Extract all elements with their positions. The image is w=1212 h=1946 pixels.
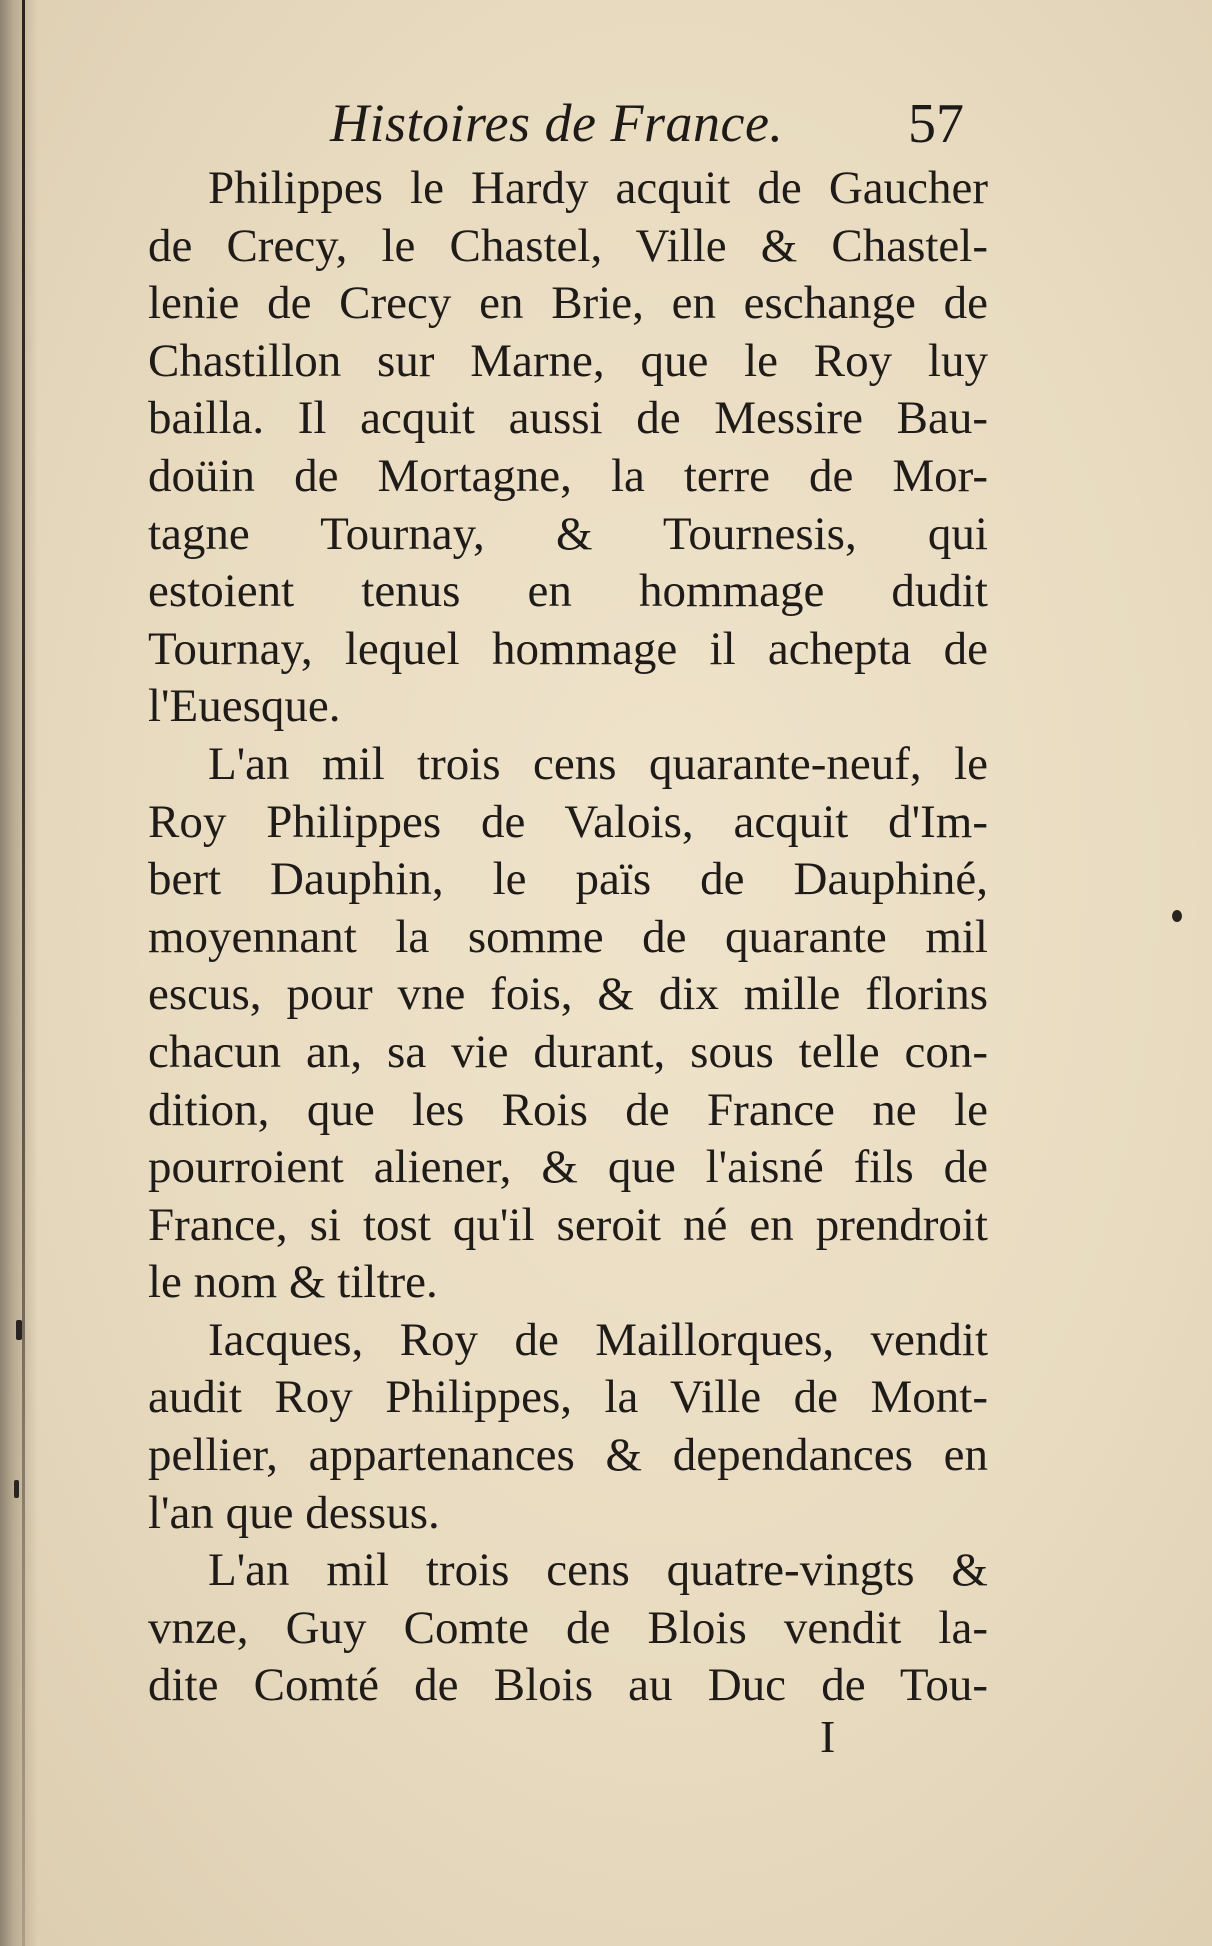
signature-mark: I: [820, 1711, 836, 1762]
text-line: vnze, Guy Comte de Blois vendit la-: [148, 1601, 988, 1654]
text-line: Iacques, Roy de Maillorques, vendit: [208, 1313, 988, 1366]
page-number: 57: [908, 93, 964, 155]
text-line: dition, que les Rois de France ne le: [148, 1083, 988, 1136]
text-line: le nom & tiltre.: [148, 1256, 438, 1309]
text-line: doüin de Mortagne, la terre de Mor-: [148, 449, 988, 502]
text-line: lenie de Crecy en Brie, en eschange de: [148, 277, 988, 330]
text-line: de Crecy, le Chastel, Ville & Chastel-: [148, 219, 988, 272]
text-line: estoient tenus en hommage dudit: [148, 565, 988, 618]
text-line: moyennant la somme de quarante mil: [148, 910, 988, 963]
text-line: bert Dauphin, le païs de Dauphiné,: [148, 853, 988, 906]
text-line: pourroient aliener, & que l'aisné fils de: [148, 1141, 988, 1194]
text-line: bailla. Il acquit aussi de Messire Bau-: [148, 392, 988, 445]
text-line: tagne Tournay, & Tournesis, qui: [148, 507, 988, 560]
text-line: pellier, appartenances & dependances en: [148, 1429, 988, 1482]
text-line: Roy Philippes de Valois, acquit d'Im-: [148, 795, 988, 848]
text-line: L'an mil trois cens quarante-neuf, le: [208, 737, 988, 790]
text-line: Chastillon sur Marne, que le Roy luy: [148, 334, 988, 387]
text-line: chacun an, sa vie durant, sous telle con-: [148, 1025, 988, 1078]
text-line: l'an que dessus.: [148, 1486, 440, 1539]
text-line: Tournay, lequel hommage il achepta de: [148, 622, 988, 675]
text-line: France, si tost qu'il seroit né en prendroit: [148, 1198, 988, 1251]
body-text: [148, 160, 988, 1715]
text-line: escus, pour vne fois, & dix mille florins: [148, 968, 988, 1021]
text-line: dite Comté de Blois au Duc de Tou-: [148, 1659, 988, 1712]
ink-speck: [16, 1320, 22, 1340]
ink-speck: [14, 1480, 19, 1498]
spine-shadow: [0, 0, 38, 1946]
running-title: Histoires de France.: [330, 93, 784, 153]
text-line: l'Euesque.: [148, 680, 341, 733]
spine-edge: [22, 0, 25, 1946]
page-header: [330, 92, 1010, 162]
text-line: Philippes le Hardy acquit de Gaucher: [208, 162, 988, 214]
ink-speck: [1172, 910, 1182, 922]
text-line: L'an mil trois cens quatre-vingts &: [208, 1544, 988, 1597]
text-line: audit Roy Philippes, la Ville de Mont-: [148, 1371, 988, 1424]
